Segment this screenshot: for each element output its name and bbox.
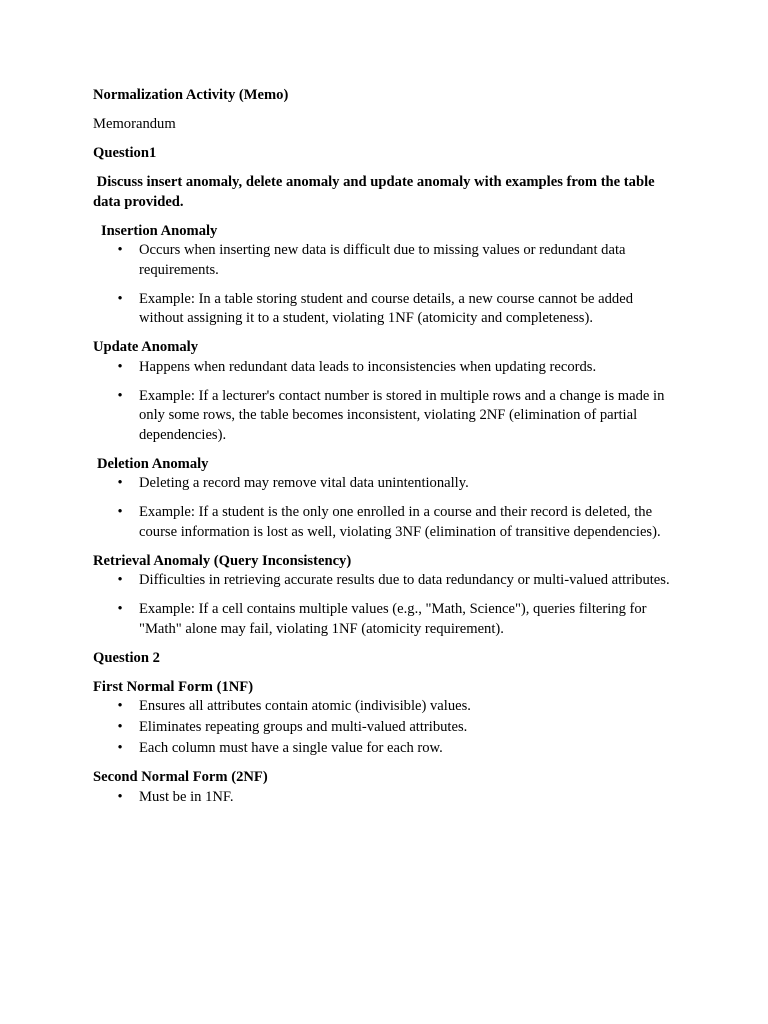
bullet-icon: • bbox=[117, 601, 123, 617]
list-item-text: Eliminates repeating groups and multi-valued attributes. bbox=[139, 719, 468, 735]
list-item-text: Each column must have a single value for each row. bbox=[139, 740, 443, 756]
insertion-anomaly-heading: Insertion Anomaly bbox=[101, 222, 218, 239]
list-item-text: Example: In a table storing student and course details, a new course cannot be added without assigning it to a student, violating 1NF (atomicity and completeness). bbox=[139, 290, 633, 326]
question1-prompt: Discuss insert anomaly, delete anomaly and update anomaly with examples from the table data provided. bbox=[93, 174, 659, 210]
list-item bbox=[93, 387, 673, 446]
list-item bbox=[93, 474, 673, 494]
list-item-text: Occurs when inserting new data is difficult due to missing values or redundant data requirements. bbox=[139, 242, 626, 278]
list-item-text: Example: If a lecturer's contact number is stored in multiple rows and a change is made in only some rows, the table becomes inconsistent, violating 2NF (elimination of partial dependencies). bbox=[139, 387, 665, 443]
list-item bbox=[93, 718, 673, 738]
bullet-icon: • bbox=[117, 387, 123, 404]
list-item-text: Example: If a cell contains multiple values (e.g., "Math, Science"), queries filtering for "Math" alone may fail, violating 1NF (atomicity requirement). bbox=[139, 601, 647, 637]
bullet-icon: • bbox=[117, 290, 123, 307]
bullet-icon: • bbox=[117, 740, 123, 756]
bullet-icon: • bbox=[117, 242, 123, 258]
deletion-anomaly-heading: Deletion Anomaly bbox=[97, 455, 209, 472]
deletion-anomaly-list bbox=[93, 474, 673, 542]
retrieval-anomaly-heading: Retrieval Anomaly (Query Inconsistency) bbox=[93, 552, 352, 569]
bullet-icon: • bbox=[117, 788, 123, 805]
document-title: Normalization Activity (Memo) bbox=[93, 87, 289, 103]
update-anomaly-heading: Update Anomaly bbox=[93, 339, 199, 355]
bullet-icon: • bbox=[117, 719, 123, 735]
bullet-icon: • bbox=[117, 698, 123, 714]
list-item-text: Difficulties in retrieving accurate results due to data redundancy or multi-valued attributes. bbox=[139, 572, 670, 588]
list-item-text: Ensures all attributes contain atomic (indivisible) values. bbox=[139, 698, 471, 714]
list-item bbox=[93, 788, 673, 808]
document-subtitle: Memorandum bbox=[93, 116, 176, 132]
first-normal-form-list bbox=[93, 697, 673, 759]
list-item bbox=[93, 697, 673, 717]
bullet-icon: • bbox=[117, 572, 123, 588]
bullet-icon: • bbox=[117, 504, 123, 520]
list-item bbox=[93, 739, 673, 759]
bullet-icon: • bbox=[117, 475, 123, 491]
document-page bbox=[93, 86, 673, 807]
question1-label: Question1 bbox=[93, 145, 157, 161]
list-item-text: Must be in 1NF. bbox=[139, 788, 234, 805]
first-normal-form-heading: First Normal Form (1NF) bbox=[93, 678, 254, 695]
second-normal-form-list bbox=[93, 788, 673, 808]
question2-label: Question 2 bbox=[93, 649, 160, 666]
list-item-text: Happens when redundant data leads to inconsistencies when updating records. bbox=[139, 358, 597, 375]
retrieval-anomaly-list bbox=[93, 571, 673, 639]
list-item bbox=[93, 241, 673, 280]
list-item bbox=[93, 358, 673, 378]
list-item bbox=[93, 290, 673, 329]
list-item bbox=[93, 600, 673, 639]
list-item bbox=[93, 571, 673, 591]
list-item-text: Deleting a record may remove vital data unintentionally. bbox=[139, 475, 469, 491]
bullet-icon: • bbox=[117, 358, 123, 375]
list-item-text: Example: If a student is the only one enrolled in a course and their record is deleted, the course information is lost as well, violating 3NF (elimination of transitive dependencies). bbox=[139, 504, 661, 540]
list-item bbox=[93, 503, 673, 542]
insertion-anomaly-list bbox=[93, 241, 673, 329]
second-normal-form-heading: Second Normal Form (2NF) bbox=[93, 769, 268, 785]
update-anomaly-list bbox=[93, 358, 673, 446]
